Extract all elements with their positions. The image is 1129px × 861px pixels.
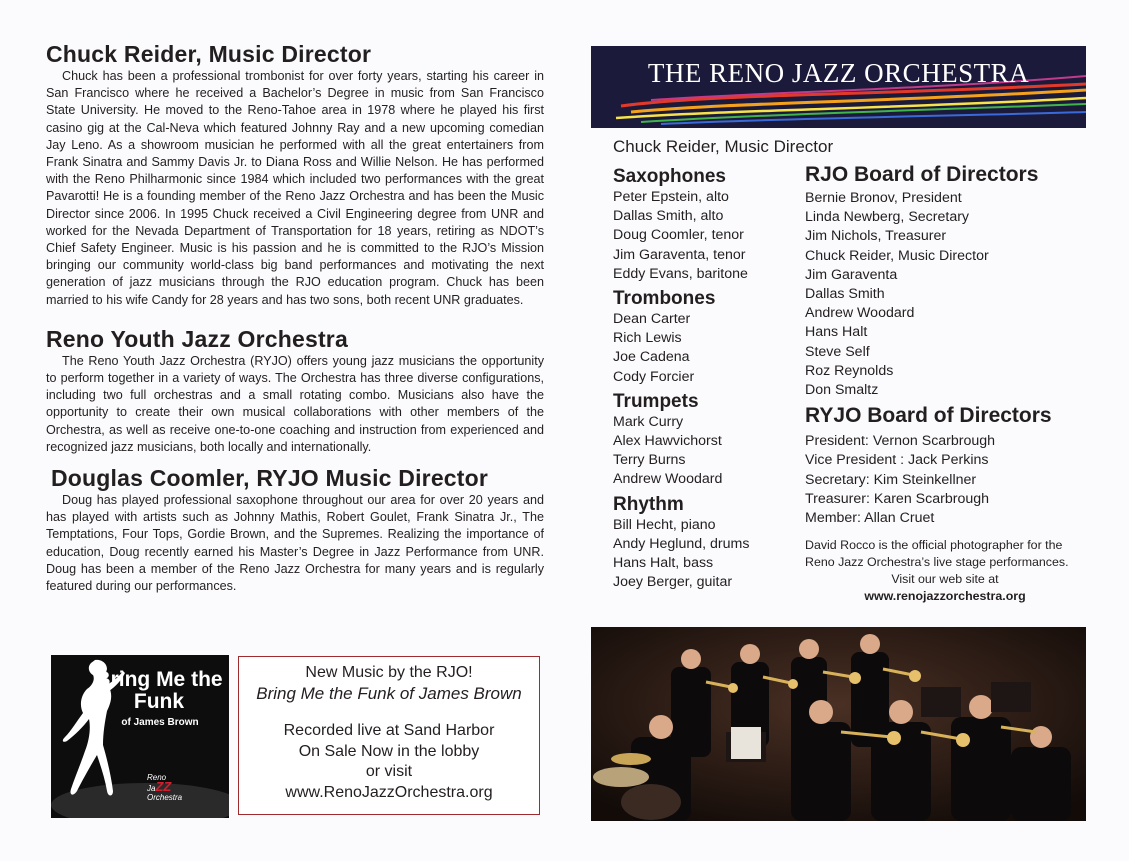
section-body: The Reno Youth Jazz Orchestra (RYJO) offers young jazz musicians the opportunity to perform together in a variety of ways. The Orchestra has three diverse configurations, including two full orchestras and a small rotating combo. Musicians also have the opportunity to create their own musical collaborations with other members of the Orchestra, as well as receive one-to-one coaching and instruction from experienced and recognized jazz musicians, both locally and internationally. xyxy=(46,353,544,454)
member-item: Andrew Woodard xyxy=(805,305,915,322)
member-item: Mark Curry xyxy=(613,413,684,430)
section-chuck-reider xyxy=(46,40,544,309)
promo-line: On Sale Now in the lobby xyxy=(298,742,480,760)
member-item: Linda Newberg, Secretary xyxy=(805,209,970,226)
member-item: Peter Epstein, alto xyxy=(613,189,729,205)
member-item: Cody Forcier xyxy=(613,368,695,385)
member-item: Treasurer: Karen Scarbrough xyxy=(805,490,990,507)
saxophones-group xyxy=(613,166,803,284)
section-heading: Chuck Reider, Music Director xyxy=(46,41,372,67)
member-item: Alex Hawvichorst xyxy=(613,433,722,450)
rjo-board-group xyxy=(805,163,1075,400)
member-item: Hans Halt xyxy=(805,324,868,341)
group-heading: Trumpets xyxy=(613,390,699,412)
group-heading: Rhythm xyxy=(613,493,684,515)
member-list xyxy=(613,516,803,593)
banner-title: THE RENO JAZZ ORCHESTRA xyxy=(647,58,1030,88)
member-item: Jim Garaventa, tenor xyxy=(613,246,746,263)
member-item: Jim Nichols, Treasurer xyxy=(805,228,947,245)
member-list xyxy=(805,432,1075,528)
member-list xyxy=(613,310,803,387)
roster xyxy=(613,137,1093,604)
member-item: Andy Heglund, drums xyxy=(613,535,750,552)
rjo-logo xyxy=(147,773,182,802)
group-heading: RYJO Board of Directors xyxy=(805,404,1052,428)
member-item: Doug Coomler, tenor xyxy=(613,227,744,244)
member-item: Bill Hecht, piano xyxy=(613,516,716,533)
member-item: Rich Lewis xyxy=(613,330,682,347)
member-item: Joey Berger, guitar xyxy=(613,574,733,591)
member-list xyxy=(805,189,1075,400)
member-item: Eddy Evans, baritone xyxy=(613,265,748,282)
member-item: Joe Cadena xyxy=(613,349,690,366)
member-item: Steve Self xyxy=(805,343,870,360)
rhythm-group xyxy=(613,494,803,593)
member-item: Dallas Smith, alto xyxy=(613,208,724,225)
section-body: Doug has played professional saxophone throughout our area for over 20 years and has played with artists such as Johnny Mathis, Robert Goulet, Frank Sinatra Jr., The Temptations, Four Tops, Gordie Brown, and the Supremes. Realizing the importance of education, Doug recently earned his Master’s Degree in Jazz Performance from UNR. Doug has been a member of the Reno Jazz Orchestra for many years and is regularly featured during our performances. xyxy=(46,493,544,594)
left-column xyxy=(46,40,544,595)
promo-album-title: Bring Me the Funk of James Brown xyxy=(256,683,522,703)
group-heading: Saxophones xyxy=(613,166,726,187)
ryjo-board-group xyxy=(805,404,1075,528)
rjo-banner xyxy=(591,46,1086,128)
member-item: Dallas Smith xyxy=(805,286,885,303)
section-douglas-coomler xyxy=(46,464,544,595)
album-cover-image xyxy=(51,655,229,818)
member-item: Andrew Woodard xyxy=(613,471,723,488)
album-title: Bring Me the Funk xyxy=(95,668,223,713)
promo-headline: New Music by the RJO! xyxy=(305,664,473,681)
logo-zz: ZZ xyxy=(155,779,172,794)
boards-column xyxy=(805,163,1075,605)
promo-line: or visit xyxy=(365,763,413,780)
promo-line: Recorded live at Sand Harbor xyxy=(283,722,495,739)
promo-url: www.RenoJazzOrchestra.org xyxy=(285,783,493,801)
member-item: Bernie Bronov, President xyxy=(805,190,962,206)
section-ryjo xyxy=(46,325,544,456)
member-list xyxy=(613,413,803,490)
logo-line: Orchestra xyxy=(147,793,183,802)
member-item: President: Vernon Scarbrough xyxy=(805,433,996,450)
group-heading: RJO Board of Directors xyxy=(805,163,1039,186)
logo-line: Ja xyxy=(147,784,156,793)
member-item: Dean Carter xyxy=(613,311,691,328)
concert-photo xyxy=(591,627,1086,821)
member-item: Roz Reynolds xyxy=(805,362,894,379)
group-heading: Trombones xyxy=(613,288,716,310)
member-list xyxy=(613,188,803,284)
music-director-label: Chuck Reider, Music Director xyxy=(613,137,834,156)
member-item: Terry Burns xyxy=(613,452,686,469)
section-heading: Reno Youth Jazz Orchestra xyxy=(46,325,348,352)
band-performance-image xyxy=(591,627,1086,821)
member-item: Chuck Reider, Music Director xyxy=(805,247,989,264)
member-item: Hans Halt, bass xyxy=(613,555,714,572)
promo-box xyxy=(238,656,540,815)
section-heading: Douglas Coomler, RYJO Music Director xyxy=(51,465,489,492)
trumpets-group xyxy=(613,391,803,490)
logo-line: Reno xyxy=(147,773,167,782)
album-subtitle: of James Brown xyxy=(121,717,199,728)
trombones-group xyxy=(613,288,803,387)
band-members-column xyxy=(613,163,803,592)
website-label: Visit our web site at xyxy=(891,572,999,587)
member-item: Secretary: Kim Steinkellner xyxy=(805,471,977,488)
section-body: Chuck has been a professional trombonist for over forty years, starting his career in San Francisco where he received a Bachelor’s Degree in music from San Francisco State University. He moved to the Reno-Tahoe area in 1978 where he played his first casino gig at the Cal-Neva which featured Johnny Ray and a new upcoming comedian Jay Leno. As a showroom musician he performed with all the great entertainers from Frank Sinatra and Sammy Davis Jr. to Diana Ross and Willie Nelson. He has performed with the Reno Philharmonic since 1984 which included two performances with the great Pavarotti! He is a founding member of the Reno Jazz Orchestra and has been the Music Director since 2006. In 1995 Chuck received a Civil Engineering degree from UNR and worked for the Nevada Department of Transportation for 18 years, retiring as NDOT’s Chief Safety Engineer. Music is his passion and he is committed to the RJO’s Mission bringing our community world-class big band performances and motivating the next generation of jazz musicians through the RJO education program. Chuck has been married to his wife Candy for 28 years and has two sons, both recent UNR graduates. xyxy=(46,69,544,307)
photographer-note: David Rocco is the official photographer for the Reno Jazz Orchestra’s live stage performances. xyxy=(805,538,1069,570)
member-item: Don Smaltz xyxy=(805,382,879,399)
website-link[interactable]: www.renojazzorchestra.org xyxy=(864,589,1026,604)
member-item: Vice President : Jack Perkins xyxy=(805,452,989,469)
member-item: Jim Garaventa xyxy=(805,266,898,283)
member-item: Member: Allan Cruet xyxy=(805,510,935,527)
